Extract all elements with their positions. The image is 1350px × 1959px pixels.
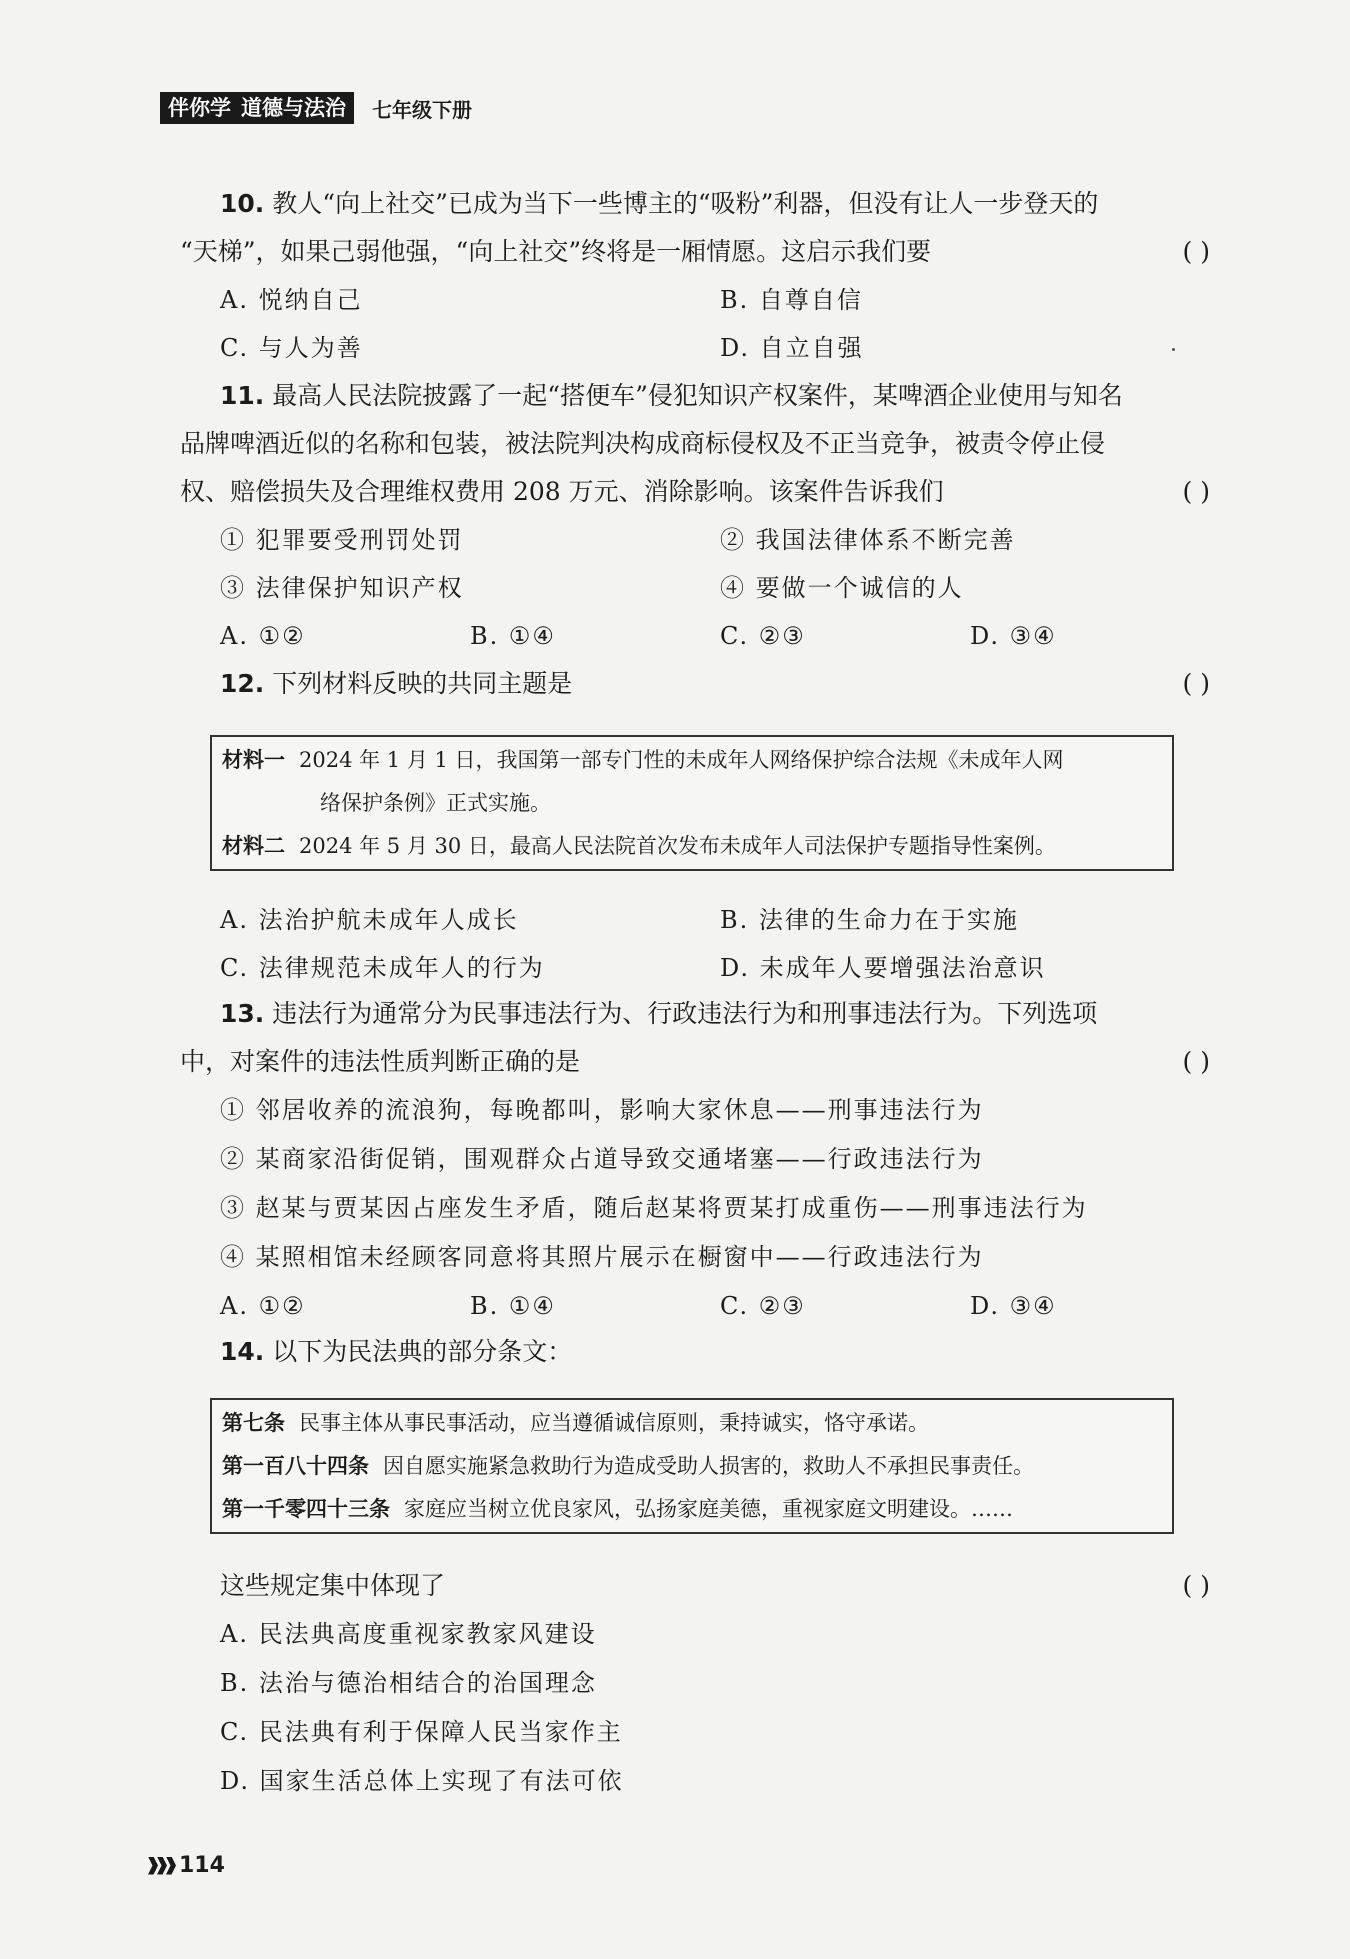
ink-speck	[1172, 348, 1175, 351]
code-articles-box	[210, 1398, 1174, 1534]
option-a: A. ①②	[220, 622, 306, 650]
book-brand	[160, 92, 354, 124]
question-number: 14.	[220, 1337, 265, 1366]
material-box	[210, 735, 1174, 871]
page-header	[160, 92, 472, 124]
brand-subject: 道德与法治	[241, 96, 346, 120]
option-b: B. 法律的生命力在于实施	[720, 906, 1019, 934]
statement-2: ② 某商家沿街促销，围观群众占道导致交通堵塞——行政违法行为	[220, 1145, 984, 1173]
option-a: A. 法治护航未成年人成长	[220, 906, 519, 934]
option-d: D. 自立自强	[720, 334, 864, 362]
article-label: 第七条	[222, 1411, 285, 1435]
option-c: C. 与人为善	[220, 334, 363, 362]
article-label: 第一千零四十三条	[222, 1497, 390, 1521]
options	[180, 276, 1210, 372]
question-stem-line: 这些规定集中体现了	[220, 1571, 446, 1600]
question-11	[180, 372, 1210, 660]
statements	[180, 1086, 1210, 1282]
material-text: 2024 年 1 月 1 日，我国第一部专门性的未成年人网络保护综合法规《未成年人网	[299, 748, 1064, 772]
option-c: C. ②③	[720, 1292, 806, 1320]
question-stem-line: 以下为民法典的部分条文：	[272, 1337, 573, 1366]
brand-series: 伴你学	[168, 96, 231, 120]
material-label: 材料二	[222, 834, 285, 858]
article-text: 家庭应当树立优良家风，弘扬家庭美德，重视家庭文明建设。……	[404, 1497, 1013, 1521]
statement-1: ① 邻居收养的流浪狗，每晚都叫，影响大家休息——刑事违法行为	[220, 1096, 984, 1124]
question-stem-line: 下列材料反映的共同主题是	[272, 669, 573, 698]
question-stem-line: “天梯”，如果己弱他强，“向上社交”终将是一厢情愿。这启示我们要	[180, 237, 932, 266]
answer-bracket: ( )	[1182, 669, 1210, 698]
statement-4: ④ 某照相馆未经顾客同意将其照片展示在橱窗中——行政违法行为	[220, 1243, 984, 1271]
question-14-continued	[180, 1562, 1210, 1806]
option-b: B. 自尊自信	[720, 286, 863, 314]
statement-3: ③ 赵某与贾某因占座发生矛盾，随后赵某将贾某打成重伤——刑事违法行为	[220, 1194, 1088, 1222]
article-text: 民事主体从事民事活动，应当遵循诚信原则，秉持诚实，恪守承诺。	[299, 1411, 929, 1435]
question-12	[180, 660, 1210, 708]
page-footer	[148, 1853, 225, 1878]
option-d: D. ③④	[970, 1292, 1057, 1320]
question-12-options	[180, 896, 1210, 992]
statement-1: ① 犯罪要受刑罚处罚	[220, 526, 464, 554]
answer-bracket: ( )	[1182, 1047, 1210, 1076]
question-number: 10.	[220, 189, 265, 218]
option-d: D. ③④	[970, 622, 1057, 650]
option-c: C. 法律规范未成年人的行为	[220, 954, 545, 982]
question-stem-line: 中，对案件的违法性质判断正确的是	[180, 1047, 581, 1076]
question-stem-line: 违法行为通常分为民事违法行为、行政违法行为和刑事违法行为。下列选项	[272, 999, 1098, 1028]
option-b: B. 法治与德治相结合的治国理念	[220, 1669, 597, 1697]
options	[180, 1610, 1210, 1806]
option-a: A. 民法典高度重视家教家风建设	[220, 1620, 597, 1648]
material-label: 材料一	[222, 748, 285, 772]
statements	[180, 516, 1210, 612]
question-number: 13.	[220, 999, 265, 1028]
option-d: D. 国家生活总体上实现了有法可依	[220, 1767, 624, 1795]
article-label: 第一百八十四条	[222, 1454, 369, 1478]
question-number: 12.	[220, 669, 265, 698]
option-c: C. 民法典有利于保障人民当家作主	[220, 1718, 623, 1746]
question-10	[180, 180, 1210, 372]
question-stem-line: 品牌啤酒近似的名称和包装，被法院判决构成商标侵权及不正当竞争，被责令停止侵	[180, 429, 1106, 458]
options	[180, 896, 1210, 992]
statement-3: ③ 法律保护知识产权	[220, 574, 464, 602]
chevrons-icon	[148, 1857, 175, 1875]
page-number: 114	[179, 1853, 225, 1878]
question-stem-line: 教人“向上社交”已成为当下一些博主的“吸粉”利器，但没有让人一步登天的	[272, 189, 1099, 218]
answer-bracket: ( )	[1182, 1571, 1210, 1600]
grade-label: 七年级下册	[372, 97, 472, 122]
option-a: A. ①②	[220, 1292, 306, 1320]
question-14	[180, 1328, 1210, 1376]
answer-bracket: ( )	[1182, 237, 1210, 266]
option-b: B. ①④	[470, 1292, 556, 1320]
option-d: D. 未成年人要增强法治意识	[720, 954, 1046, 982]
statement-2: ② 我国法律体系不断完善	[720, 526, 1016, 554]
question-number: 11.	[220, 381, 265, 410]
options	[180, 612, 1210, 660]
article-text: 因自愿实施紧急救助行为造成受助人损害的，救助人不承担民事责任。	[383, 1454, 1034, 1478]
option-a: A. 悦纳自己	[220, 286, 363, 314]
question-13	[180, 990, 1210, 1330]
question-stem-line: 最高人民法院披露了一起“搭便车”侵犯知识产权案件，某啤酒企业使用与知名	[272, 381, 1123, 410]
material-text: 2024 年 5 月 30 日，最高人民法院首次发布未成年人司法保护专题指导性案例。	[299, 834, 1056, 858]
question-stem-line: 权、赔偿损失及合理维权费用 208 万元、消除影响。该案件告诉我们	[180, 477, 944, 506]
statement-4: ④ 要做一个诚信的人	[720, 574, 964, 602]
option-c: C. ②③	[720, 622, 806, 650]
option-b: B. ①④	[470, 622, 556, 650]
options	[180, 1282, 1210, 1330]
material-text: 络保护条例》正式实施。	[320, 791, 551, 815]
answer-bracket: ( )	[1182, 477, 1210, 506]
